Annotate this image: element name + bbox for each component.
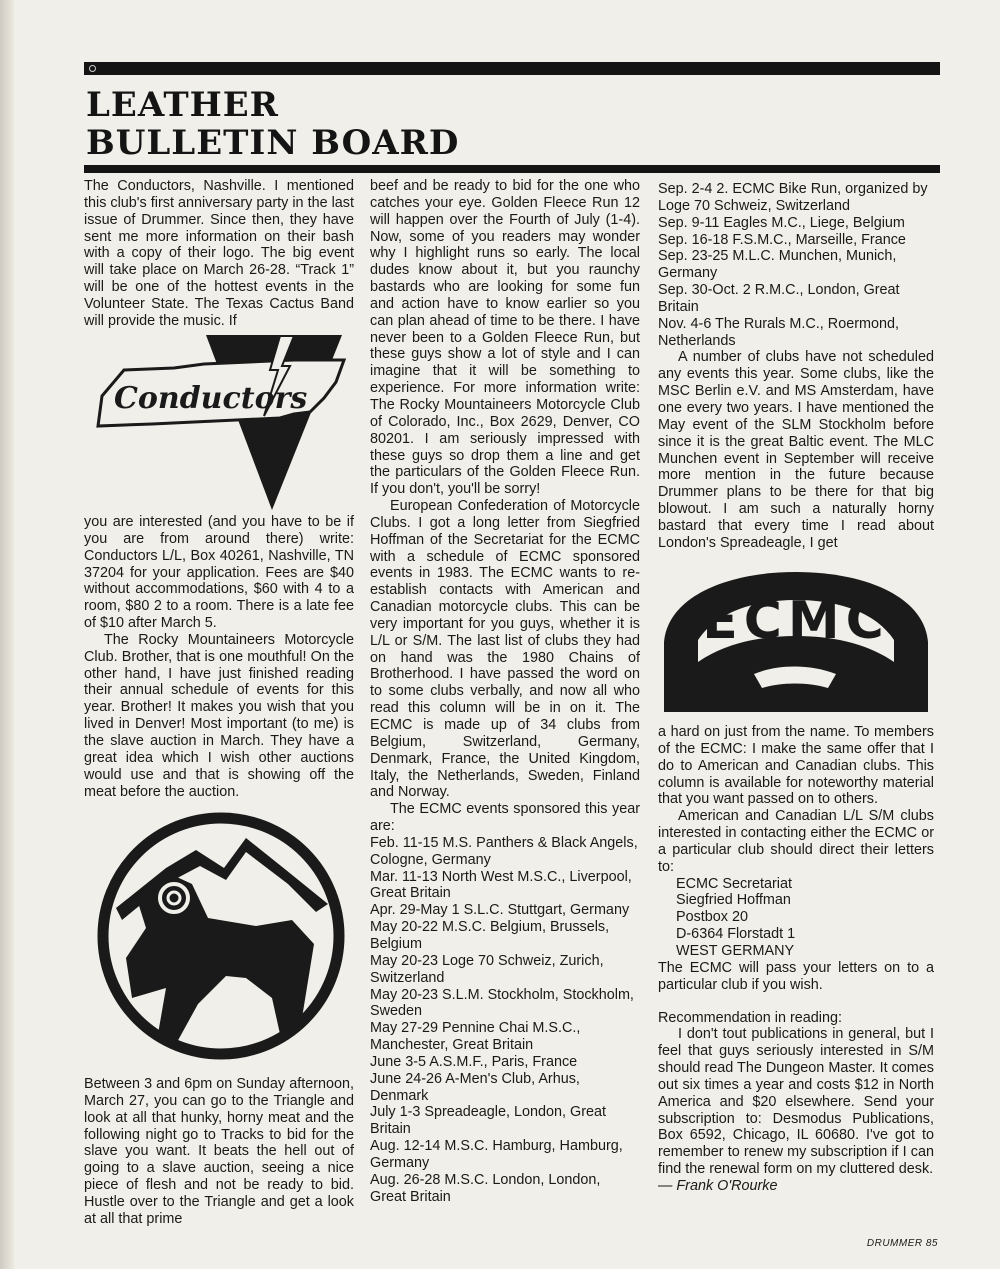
event-item: May 20-23 S.L.M. Stockholm, Stockholm, Sweden: [370, 986, 634, 1020]
clubs-paragraph: A number of clubs have not scheduled any events this year. Some clubs, like the MSC Berlin e.V. and MS Amsterdam, have one every two years. I have mentioned the May event of the SLM Stockholm before since it is the great Baltic event. The MLC Munchen event in September will receive more mention in the future because Drummer plans to be there for that big blowout. I am such a naturally horny bastard that every time I read about London's Spreadeagle, I get: [658, 349, 934, 551]
rocky-mountaineers-logo: [96, 808, 346, 1064]
event-item: Aug. 26-28 M.S.C. London, London, Great Britain: [370, 1171, 601, 1205]
event-item: Feb. 11-15 M.S. Panthers & Black Angels, Cologne, Germany: [370, 834, 638, 868]
column-1-middle: [84, 514, 354, 800]
offer-paragraph: a hard on just from the name. To members of the ECMC: I make the same offer that I do to American and Canadian clubs. This column is available for noteworthy material that you want passed on to others.: [658, 724, 934, 808]
conductors-paragraph-cont: you are interested (and you have to be if you are from around there) write: Conductors L/L, Box 40261, Nashville, TN 37204 for your application. Fees are $40 without accommodations, $60 with 4 to a room, $80 2 to a room. There is a late fee of $10 after March 5.: [84, 514, 354, 632]
event-item: Sep. 30-Oct. 2 R.M.C., London, Great Britain: [658, 282, 900, 315]
golden-fleece-paragraph: beef and be ready to bid for the one who catches your eye. Golden Fleece Run 12 will happen over the Fourth of July (1-4). Now, some of you readers may wonder why I highlight runs so early. The local dudes know about it, but you raunchy bastards who are looking for some fun and action have to know earlier so you can plan ahead of time to be there. I have never been to a Golden Fleece Run, but these guys show a lot of style and I can imagine that it will be something to experience. For more information write: The Rocky Mountaineers Motorcycle Club of Colorado, Inc., Box 2629, Denver, CO 80201. I am seriously impressed with these guys so drop them a line and get the particulars of the Golden Fleece Run. If you don't, you'll be sorry!: [370, 178, 640, 498]
ecmc-event-list: [370, 835, 640, 1206]
event-item: May 20-22 M.S.C. Belgium, Brussels, Belgium: [370, 919, 610, 952]
ecmc-address: [658, 876, 934, 960]
recommendation-heading: Recommendation in reading:: [658, 1009, 842, 1026]
address-line: Postbox 20: [676, 909, 749, 926]
address-line: WEST GERMANY: [676, 942, 795, 959]
conductors-logo-text: Conductors: [114, 381, 308, 416]
dungeon-master-paragraph: I don't tout publications in general, but I feel that guys seriously interested in S/M should read The Dungeon Master. It comes out six times a year and costs $12 in North America and $20 elsewhere. Send your subscription to: Desmodus Publications, Box 6592, Chicago, IL 60680. I've got to remember to renew my subscription if I can find the renewal form on my cluttered desk.: [658, 1026, 934, 1178]
address-line: Siegfried Hoffman: [676, 892, 791, 909]
event-item: May 27-29 Pennine Chai M.S.C., Manchester, Great Britain: [370, 1020, 581, 1054]
author-signature: — Frank O'Rourke: [658, 1177, 778, 1194]
rocky-mountaineers-paragraph: The Rocky Mountaineers Motorcycle Club. Brother, that is one mouthful! On the other hand, I have just finished reading their annual schedule of events for this year. Brother! It makes you wish that you lived in Denver! Most important (to me) is the slave auction in March. They have a great idea which I wish other auctions would use and that is showing off the meat before the auction.: [84, 631, 354, 800]
event-item: Sep. 23-25 M.L.C. Munchen, Munich, Germany: [658, 248, 897, 282]
event-item: Nov. 4-6 The Rurals M.C., Roermond, Netherlands: [658, 315, 899, 349]
header-rule: [84, 62, 940, 75]
ecmc-logo: [658, 566, 934, 714]
contact-paragraph: American and Canadian L/L S/M clubs interested in contacting either the ECMC or a particular club should direct their letters to:: [658, 808, 934, 875]
event-item: July 1-3 Spreadeagle, London, Great Britain: [370, 1104, 607, 1138]
event-item: Sep. 16-18 F.S.M.C., Marseille, France: [658, 231, 906, 248]
event-item: Sep. 2-4 2. ECMC Bike Run, organized by Loge 70 Schweiz, Switzerland: [658, 181, 928, 214]
binding-edge: [0, 0, 14, 1269]
column-1-top: [84, 178, 354, 330]
slave-auction-paragraph: Between 3 and 6pm on Sunday afternoon, March 27, you can go to the Triangle and look at all that hunky, horny meat and the following night go to Tracks to bid for the slave you want. It beats the hell out of going to a slave auction, seeing a nice piece of flesh and not be ready to bid. Hustle over to the Triangle and get a look at all that prime: [84, 1076, 354, 1227]
event-item: Mar. 11-13 North West M.S.C., Liverpool, Great Britain: [370, 868, 632, 902]
column-1-bottom: [84, 1076, 354, 1228]
event-item: June 24-26 A-Men's Club, Arhus, Denmark: [370, 1070, 580, 1104]
ecmc-events-intro: The ECMC events sponsored this year are:: [370, 801, 640, 835]
event-item: June 3-5 A.S.M.F., Paris, France: [370, 1053, 578, 1070]
page-title: LEATHER BULLETIN BOARD: [86, 85, 460, 163]
column-3-bottom: [658, 724, 934, 1195]
address-line: D-6364 Florstadt 1: [676, 926, 796, 943]
event-item: May 20-23 Loge 70 Schweiz, Zurich, Switzerland: [370, 952, 604, 986]
ecmc-paragraph: European Confederation of Motorcycle Clubs. I got a long letter from Siegfried Hoffman of the Secretariat for the ECMC with a schedule of ECMC sponsored events in 1983. The ECMC wants to re-establish contacts with American and Canadian motorcycle clubs. This can be very important for you guys, whether it is L/L or S/M. The last list of clubs they had on hand was the 1980 Chains of Brotherhood. I have passed the word on to some clubs verbally, and now all who read this column will be in on it. The ECMC is made up of 34 clubs from Belgium, Switzerland, Germany, Denmark, France, the United Kingdom, Italy, the Netherlands, Sweden, Finland and Norway.: [370, 498, 640, 801]
title-rule: [84, 165, 940, 173]
pass-letters-paragraph: The ECMC will pass your letters on to a particular club if you wish.: [658, 959, 934, 993]
event-item: Sep. 9-11 Eagles M.C., Liege, Belgium: [658, 214, 905, 231]
event-item: Aug. 12-14 M.S.C. Hamburg, Hamburg, Germany: [370, 1138, 623, 1171]
column-3-top: [658, 181, 934, 552]
address-line: ECMC Secretariat: [676, 875, 792, 892]
conductors-paragraph: The Conductors, Nashville. I mentioned this club's first anniversary party in the last issue of Drummer. Since then, they have sent me more information on their bash with a copy of their logo. The big event will take place on March 26-28. “Track 1” will be one of the hottest events in the Volunteer State. The Texas Cactus Band will provide the music. If: [84, 178, 354, 329]
event-item: Apr. 29-May 1 S.L.C. Stuttgart, Germany: [370, 902, 630, 919]
page-folio: DRUMMER 85: [866, 1238, 938, 1249]
ecmc-event-list-cont: [658, 181, 934, 349]
conductors-logo: [84, 330, 364, 512]
ecmc-logo-text: ECMC: [702, 591, 890, 651]
column-2: [370, 178, 640, 1205]
